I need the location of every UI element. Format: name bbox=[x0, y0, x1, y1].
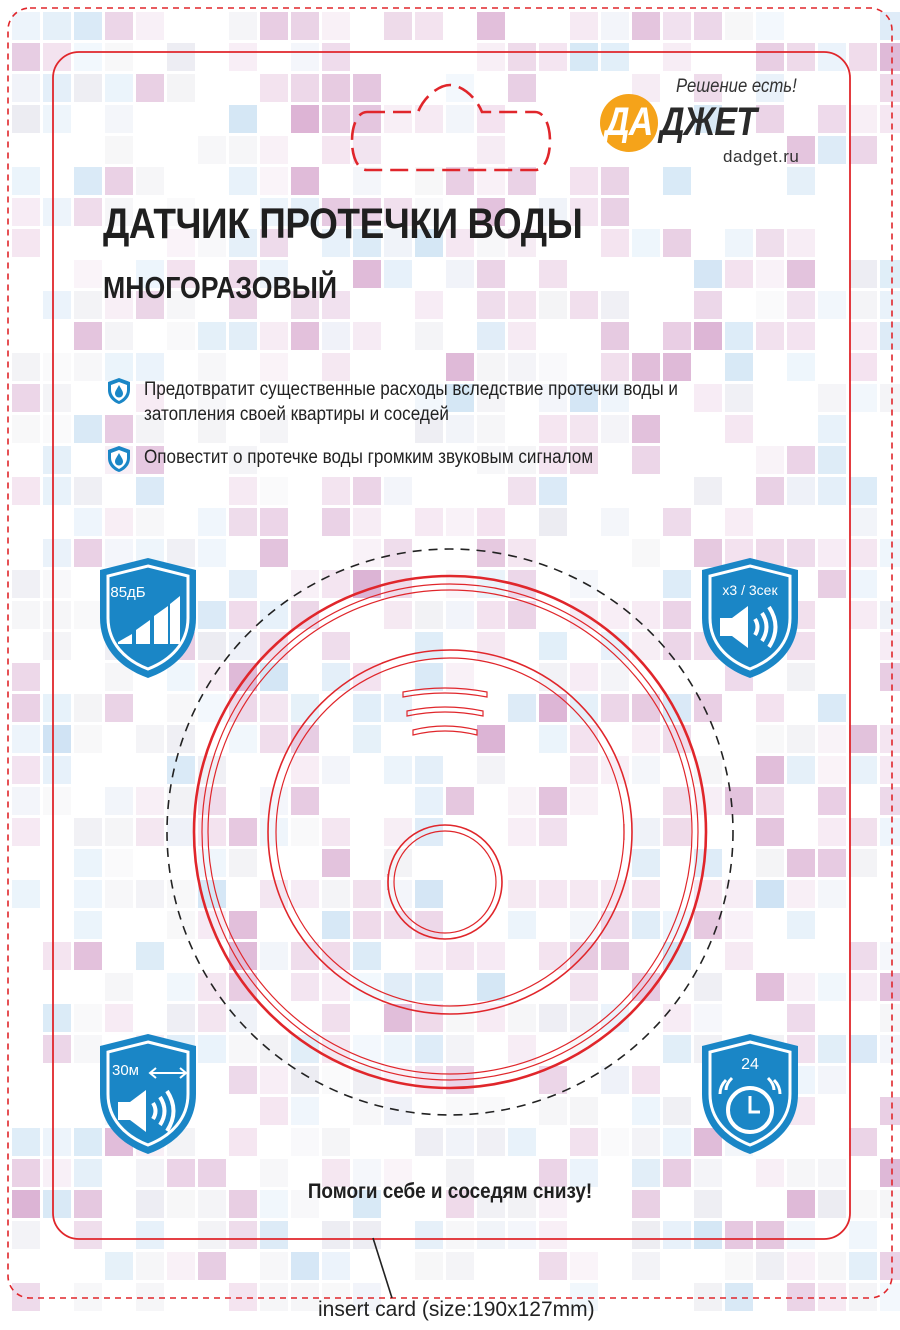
water-drop-shield-icon bbox=[106, 445, 132, 473]
badge-clock bbox=[698, 1032, 802, 1156]
device-outer-ring-1 bbox=[194, 576, 706, 1088]
badge-volume-label: 85дБ bbox=[110, 584, 146, 601]
feature-item bbox=[106, 377, 737, 427]
badge-range-label: 30м bbox=[112, 1062, 139, 1079]
bottom-slogan: Помоги себе и соседям снизу! bbox=[307, 1180, 593, 1203]
speaker-slot-3 bbox=[413, 726, 477, 735]
badge-repeat-label: x3 / 3сек bbox=[722, 582, 778, 598]
badge-repeat bbox=[698, 556, 802, 680]
signal-bars-icon bbox=[118, 596, 180, 644]
feature-text-line: Оповестит о протечке воды громким звуковым сигналом bbox=[144, 447, 594, 468]
product-title: ДАТЧИК ПРОТЕЧКИ ВОДЫ bbox=[103, 200, 583, 248]
badge-clock-label: 24 bbox=[741, 1056, 759, 1073]
device-button-ring-1 bbox=[388, 825, 502, 939]
speaker-icon bbox=[720, 604, 780, 650]
clock-icon bbox=[718, 1076, 782, 1136]
device-button-ring-2 bbox=[394, 831, 496, 933]
feature-item bbox=[106, 445, 643, 473]
speaker-slot-1 bbox=[403, 688, 487, 697]
feature-text-line: Предотвратит существенные расходы вследствие протечки воды и bbox=[144, 379, 678, 400]
water-drop-shield-icon bbox=[106, 377, 132, 405]
speaker-slot-2 bbox=[407, 707, 483, 716]
device-outer-ring-3 bbox=[208, 590, 692, 1074]
insert-card-label: insert card (size:190x127mm) bbox=[318, 1298, 595, 1321]
badge-range bbox=[96, 1032, 200, 1156]
brand-url: dadget.ru bbox=[723, 147, 800, 166]
badge-volume bbox=[96, 556, 200, 680]
brand-tagline: Решение есть! bbox=[676, 76, 797, 97]
brand-name-prefix: ДА bbox=[605, 100, 653, 144]
product-subtitle: МНОГОРАЗОВЫЙ bbox=[103, 270, 338, 305]
feature-text-line: затопления своей квартиры и соседей bbox=[144, 404, 449, 425]
device-inner-ring-1 bbox=[268, 650, 632, 1014]
device-inner-ring-2 bbox=[276, 658, 624, 1006]
speaker-icon bbox=[118, 1088, 178, 1134]
brand-name-suffix: ДЖЕТ bbox=[660, 100, 757, 144]
blister-dashed-circle bbox=[167, 549, 733, 1115]
double-arrow-icon bbox=[148, 1067, 188, 1079]
